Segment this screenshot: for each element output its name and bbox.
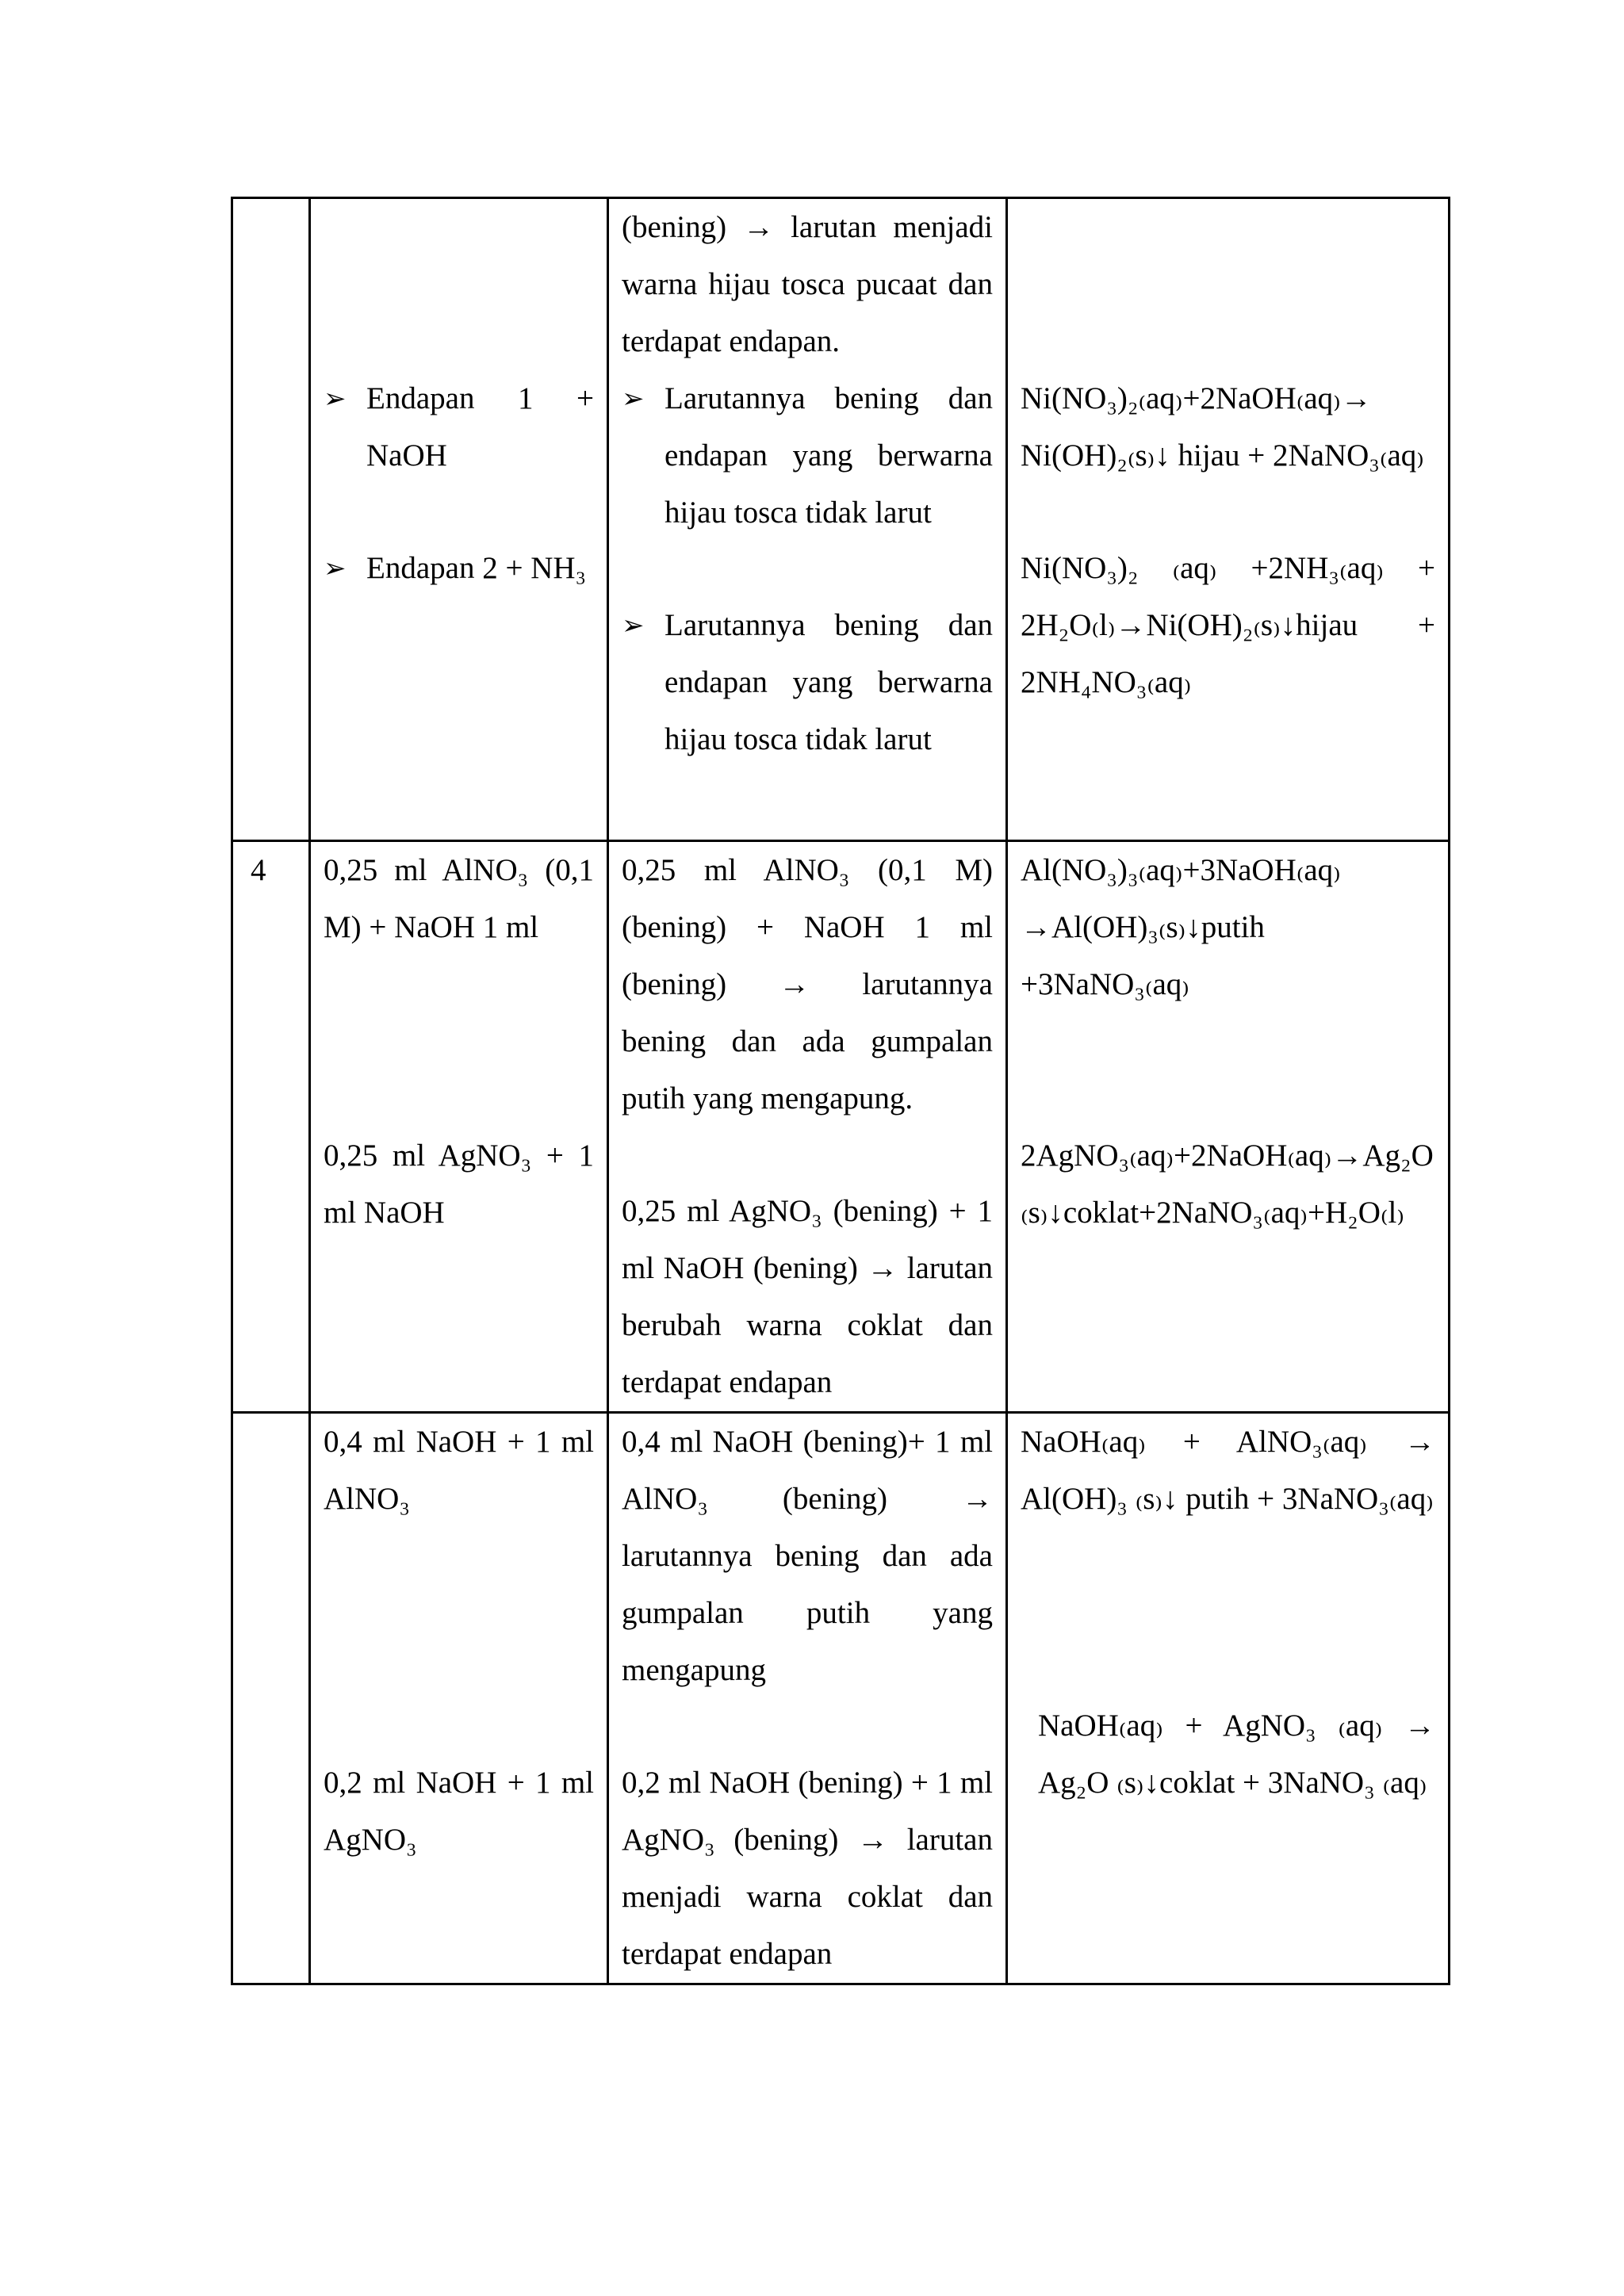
observation-text: 0,25 ml AgNO₃ (bening) + 1 ml NaOH (bening) → larutan berubah warna coklat dan terdapat endapan [622,1194,993,1399]
reaction-equation: Ni(NO₃)₂₍aq₎+2NaOH₍aq₎→ Ni(OH)₂₍s₎↓ hijau + 2NaNO₃₍aq₎ [1021,381,1424,473]
observation-cell [608,198,1007,841]
observation-cell [608,1413,1007,1984]
reaction-cell [1007,841,1450,1413]
procedure-text: 0,25 ml AlNO₃ (0,1 M) + NaOH 1 ml [324,853,594,944]
reaction-equation: 2AgNO₃₍aq₎+2NaOH₍aq₎→Ag₂O ₍s₎↓coklat+2NaNO₃₍aq₎+H₂O₍l₎ [1021,1138,1434,1230]
arrow-bullet-icon: ➢ [324,383,347,415]
table-row [232,841,1450,1413]
observation-cell [608,841,1007,1413]
observation-text: (bening) → larutan menjadi warna hijau tosca pucaat dan terdapat endapan. [622,210,993,358]
list-item: ➢ Endapan 1 + NaOH [324,370,594,484]
table-row [232,198,1450,841]
procedure-cell [310,1413,608,1984]
row-number-cell [232,1413,310,1984]
arrow-bullet-icon: ➢ [622,610,645,641]
arrow-bullet-icon: ➢ [622,383,645,415]
procedure-text: 0,25 ml AgNO₃ + 1 ml NaOH [324,1138,594,1230]
list-item: ➢ Larutannya bening dan endapan yang berwarna hijau tosca tidak larut [622,597,993,768]
procedure-text: 0,4 ml NaOH + 1 ml AlNO₃ [324,1425,594,1516]
procedure-cell [310,198,608,841]
row-number-cell [232,198,310,841]
observation-text: 0,25 ml AlNO₃ (0,1 M) (bening) + NaOH 1 ml (bening) → larutannya bening dan ada gumpalan putih yang mengapung. [622,853,993,1115]
procedure-cell [310,841,608,1413]
observation-text: 0,2 ml NaOH (bening) + 1 ml AgNO₃ (bening) → larutan menjadi warna coklat dan terdapat endapan [622,1766,993,1971]
list-item: ➢ Larutannya bening dan endapan yang berwarna hijau tosca tidak larut [622,370,993,541]
observation-text: 0,4 ml NaOH (bening)+ 1 ml AlNO₃ (bening) → larutannya bening dan ada gumpalan putih yang mengapung [622,1425,993,1687]
reaction-equation: NaOH₍aq₎ + AgNO₃ ₍aq₎ → Ag₂O ₍s₎↓coklat + 3NaNO₃ ₍aq₎ [1038,1709,1435,1800]
reaction-cell [1007,198,1450,841]
reaction-cell [1007,1413,1450,1984]
table-row [232,1413,1450,1984]
row-number-cell: 4 [232,841,310,1413]
reaction-equation: NaOH₍aq₎ + AlNO₃₍aq₎ → Al(OH)₃ ₍s₎↓ putih + 3NaNO₃₍aq₎ [1021,1425,1435,1516]
reaction-equation: Ni(NO₃)₂ ₍aq₎ +2NH₃₍aq₎ + 2H₂O₍l₎→Ni(OH)₂₍s₎↓hijau + 2NH₄NO₃₍aq₎ [1021,551,1435,699]
procedure-text: 0,2 ml NaOH + 1 ml AgNO₃ [324,1766,594,1857]
arrow-bullet-icon: ➢ [324,553,347,584]
results-table [231,197,1450,1985]
list-item: ➢ Endapan 2 + NH₃ [324,540,594,597]
reaction-equation: Al(NO₃)₃₍aq₎+3NaOH₍aq₎ →Al(OH)₃₍s₎↓putih +3NaNO₃₍aq₎ [1021,853,1341,1001]
